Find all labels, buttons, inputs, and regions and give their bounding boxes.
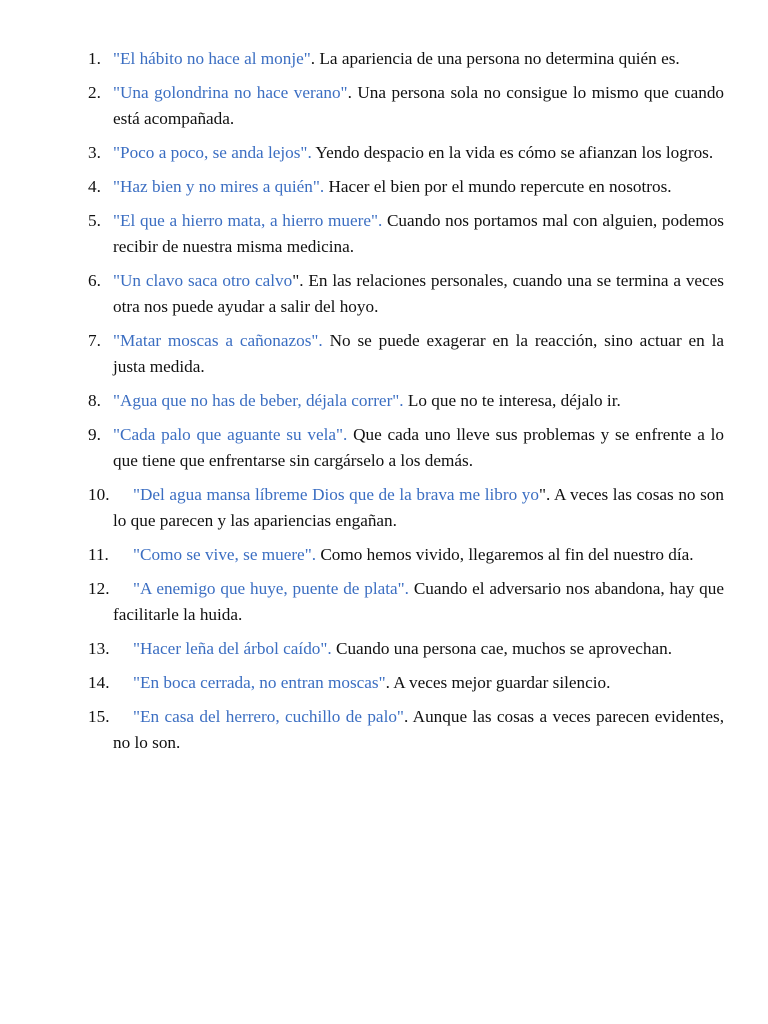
list-item (88, 704, 724, 756)
item-number: 12. (88, 579, 110, 598)
proverb-explanation: Hacer el bien por el mundo repercute en nosotros. (324, 177, 672, 196)
item-number: 4. (88, 177, 101, 196)
quote-closing: ". (539, 485, 551, 504)
item-number: 5. (88, 211, 101, 230)
proverb-explanation: Cuando nos portamos mal con alguien, podemos recibir de nuestra misma medicina. (113, 211, 724, 256)
proverb-quote: "Agua que no has de beber, déjala correr". (113, 391, 404, 410)
item-number: 2. (88, 83, 101, 102)
list-item (88, 636, 724, 662)
proverb-quote: "Poco a poco, se anda lejos". (113, 143, 312, 162)
proverb-quote: "El que a hierro mata, a hierro muere". (113, 211, 383, 230)
proverb-explanation: . A veces mejor guardar silencio. (385, 673, 611, 692)
proverb-quote: "El hábito no hace al monje" (113, 49, 311, 68)
item-number: 7. (88, 331, 101, 350)
list-item (88, 422, 724, 474)
list-item (88, 388, 724, 414)
proverb-quote: "A enemigo que huye, puente de plata". (133, 579, 409, 598)
item-number: 3. (88, 143, 101, 162)
proverb-explanation: . Aunque las cosas a veces parecen evidentes, no lo son. (113, 707, 724, 752)
list-item (88, 80, 724, 132)
list-item (88, 482, 724, 534)
proverb-quote: "Un clavo saca otro calvo (113, 271, 293, 290)
list-item (88, 46, 724, 72)
item-number: 14. (88, 673, 110, 692)
proverb-quote: "Matar moscas a cañonazos". (113, 331, 323, 350)
list-item (88, 268, 724, 320)
item-number: 11. (88, 545, 109, 564)
proverb-explanation: . La apariencia de una persona no determina quién es. (310, 49, 680, 68)
list-item (88, 670, 724, 696)
proverb-quote: "En boca cerrada, no entran moscas" (133, 673, 386, 692)
proverb-explanation: Que cada uno lleve sus problemas y se enfrente a lo que tiene que enfrentarse sin cargárselo a los demás. (113, 425, 725, 470)
quote-closing: ". (292, 271, 304, 290)
proverb-explanation: En las relaciones personales, cuando una se termina a veces otra nos puede ayudar a salir del hoyo. (113, 271, 724, 316)
item-number: 8. (88, 391, 101, 410)
document-page (88, 46, 724, 764)
item-number: 1. (88, 49, 101, 68)
list-item (88, 140, 724, 166)
list-item (88, 208, 724, 260)
proverb-explanation: Cuando el adversario nos abandona, hay que facilitarle la huida. (113, 579, 724, 624)
proverb-explanation: Cuando una persona cae, muchos se aprovechan. (331, 639, 672, 658)
proverbs-list (88, 46, 724, 756)
item-number: 9. (88, 425, 101, 444)
proverb-explanation: Como hemos vivido, llegaremos al fin del nuestro día. (316, 545, 694, 564)
item-number: 10. (88, 485, 110, 504)
item-number: 15. (88, 707, 110, 726)
proverb-quote: "Como se vive, se muere". (133, 545, 317, 564)
proverb-explanation: Lo que no te interesa, déjalo ir. (403, 391, 621, 410)
proverb-quote: "Hacer leña del árbol caído". (133, 639, 332, 658)
list-item (88, 576, 724, 628)
proverb-explanation: Yendo despacio en la vida es cómo se afianzan los logros. (311, 143, 714, 162)
proverb-explanation: . Una persona sola no consigue lo mismo que cuando está acompañada. (113, 83, 725, 128)
list-item (88, 328, 724, 380)
item-number: 6. (88, 271, 101, 290)
item-number: 13. (88, 639, 110, 658)
proverb-quote: "Haz bien y no mires a quién". (113, 177, 325, 196)
proverb-explanation: A veces las cosas no son lo que parecen y las apariencias engañan. (113, 485, 724, 530)
proverb-quote: "Cada palo que aguante su vela". (113, 425, 348, 444)
proverb-explanation: No se puede exagerar en la reacción, sino actuar en la justa medida. (113, 331, 724, 376)
proverb-quote: "Una golondrina no hace verano" (113, 83, 348, 102)
proverb-quote: "Del agua mansa líbreme Dios que de la brava me libro yo (133, 485, 539, 504)
list-item (88, 174, 724, 200)
proverb-quote: "En casa del herrero, cuchillo de palo" (133, 707, 404, 726)
list-item (88, 542, 724, 568)
